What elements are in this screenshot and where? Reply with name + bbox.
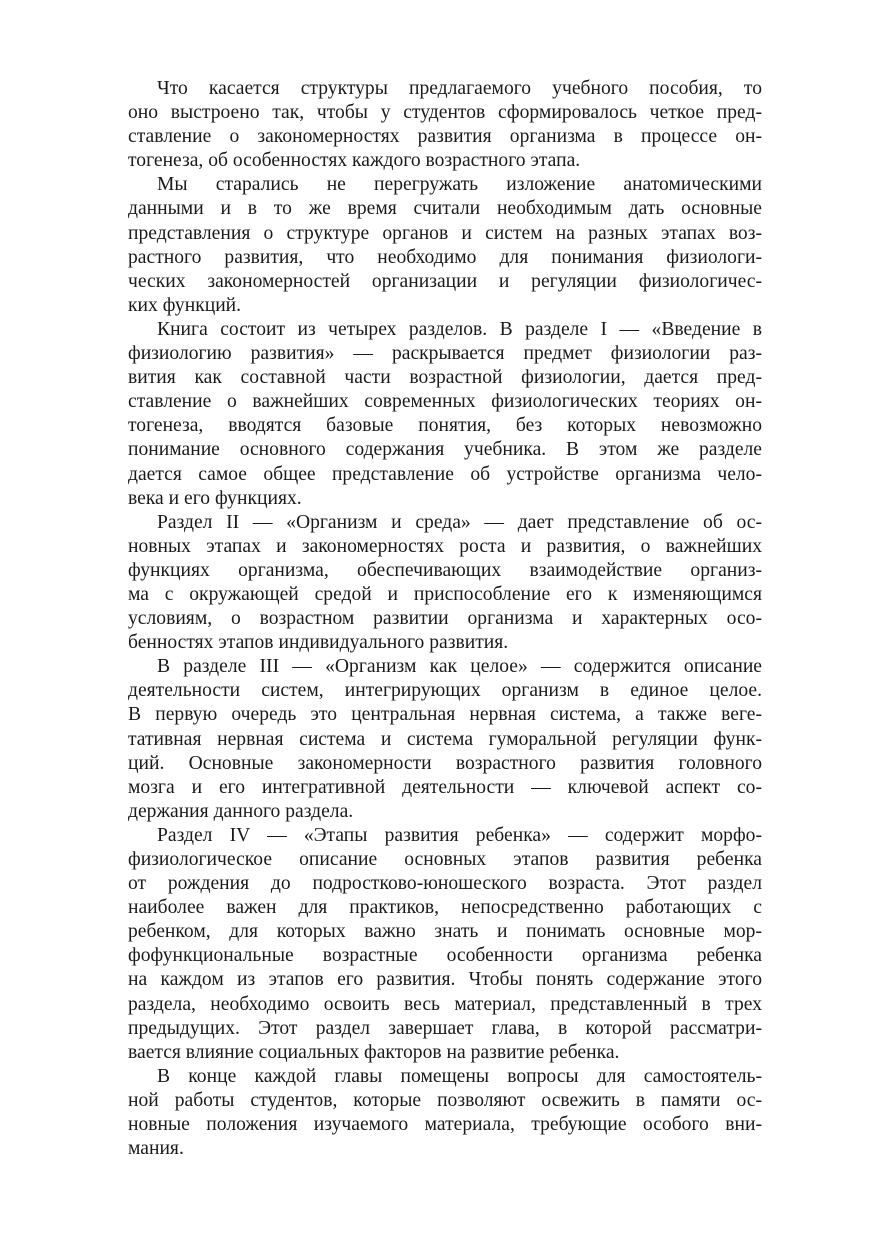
text-line: ческих закономерностей организации и регуляции физиологичес- <box>128 270 762 292</box>
text-line: Книга состоит из четырех разделов. В разделе I — «Введение в <box>157 318 762 340</box>
text-line: новные положения изучаемого материала, требующие особого вни- <box>128 1114 762 1136</box>
text-line: века и его функциях. <box>128 487 302 509</box>
text-line: от рождения до подростково-юношеского возраста. Этот раздел <box>128 873 762 895</box>
text-line: ставление о важнейших современных физиологических теориях он- <box>128 391 762 413</box>
text-line: Раздел IV — «Этапы развития ребенка» — содержит морфо- <box>157 824 762 846</box>
text-line: ребенком, для которых важно знать и понимать основные мор- <box>128 921 762 943</box>
paragraph <box>128 77 762 173</box>
text-line: В разделе III — «Организм как целое» — содержится описание <box>157 656 762 678</box>
text-line: вития как составной части возрастной физиологии, дается пред- <box>128 367 762 389</box>
paragraph <box>128 655 762 824</box>
text-line: данными и в то же время считали необходимым дать основные <box>128 198 762 220</box>
text-line: условиям, о возрастном развитии организма и характерных осо- <box>128 608 762 630</box>
text-line: дается самое общее представление об устройстве организма чело- <box>128 463 762 485</box>
text-line: представления о структуре органов и систем на разных этапах воз- <box>128 222 762 244</box>
paragraph <box>128 318 762 511</box>
text-line: физиологическое описание основных этапов развития ребенка <box>128 849 762 870</box>
text-line: вается влияние социальных факторов на развитие ребенка. <box>128 1041 620 1063</box>
text-line: мания. <box>128 1138 184 1160</box>
paragraph <box>128 511 762 656</box>
text-line: предыдущих. Этот раздел завершает глава, в которой рассматри- <box>128 1017 762 1039</box>
paragraph <box>128 824 762 1065</box>
text-line: В первую очередь это центральная нервная система, а также веге- <box>128 704 762 726</box>
document-page <box>128 77 762 1161</box>
text-line: физиологию развития» — раскрывается предмет физиологии раз- <box>128 343 762 365</box>
text-line: деятельности систем, интегрирующих организм в единое целое. <box>128 680 762 702</box>
text-line: ций. Основные закономерности возрастного развития головного <box>128 752 762 774</box>
text-line: тогенеза, об особенностях каждого возрастного этапа. <box>128 150 581 172</box>
text-line: ких функций. <box>128 294 242 316</box>
text-line: бенностях этапов индивидуального развития. <box>128 632 509 654</box>
text-line: оно выстроено так, чтобы у студентов сформировалось четкое пред- <box>128 102 762 124</box>
text-line: на каждом из этапов его развития. Чтобы понять содержание этого <box>128 969 762 991</box>
paragraph <box>128 173 762 318</box>
text-line: ставление о закономерностях развития организма в процессе он- <box>128 126 762 148</box>
text-line: держания данного раздела. <box>128 800 354 822</box>
text-line: функциях организма, обеспечивающих взаимодействие организ- <box>128 559 762 581</box>
text-line: В конце каждой главы помещены вопросы для самостоятель- <box>157 1065 762 1087</box>
text-line: понимание основного содержания учебника. В этом же разделе <box>128 439 762 461</box>
text-line: Мы старались не перегружать изложение анатомическими <box>157 174 762 196</box>
text-line: ной работы студентов, которые позволяют освежить в памяти ос- <box>128 1089 762 1111</box>
text-line: ма с окружающей средой и приспособление его к изменяющимся <box>128 583 762 605</box>
text-line: раздела, необходимо освоить весь материал, представленный в трех <box>128 993 762 1015</box>
text-line: растного развития, что необходимо для понимания физиологи- <box>128 246 762 268</box>
text-line: фофункциональные возрастные особенности организма ребенка <box>128 945 762 967</box>
text-line: тативная нервная система и система гуморальной регуляции функ- <box>128 728 762 750</box>
text-line: Раздел II — «Организм и среда» — дает представление об ос- <box>157 511 762 533</box>
text-line: Что касается структуры предлагаемого учебного пособия, то <box>157 78 762 99</box>
text-line: новных этапах и закономерностях роста и развития, о важнейших <box>128 535 762 557</box>
paragraph <box>128 1065 762 1161</box>
text-line: тогенеза, вводятся базовые понятия, без которых невозможно <box>128 415 762 437</box>
text-line: мозга и его интегративной деятельности — ключевой аспект со- <box>128 776 762 798</box>
text-line: наиболее важен для практиков, непосредственно работающих с <box>128 897 762 919</box>
